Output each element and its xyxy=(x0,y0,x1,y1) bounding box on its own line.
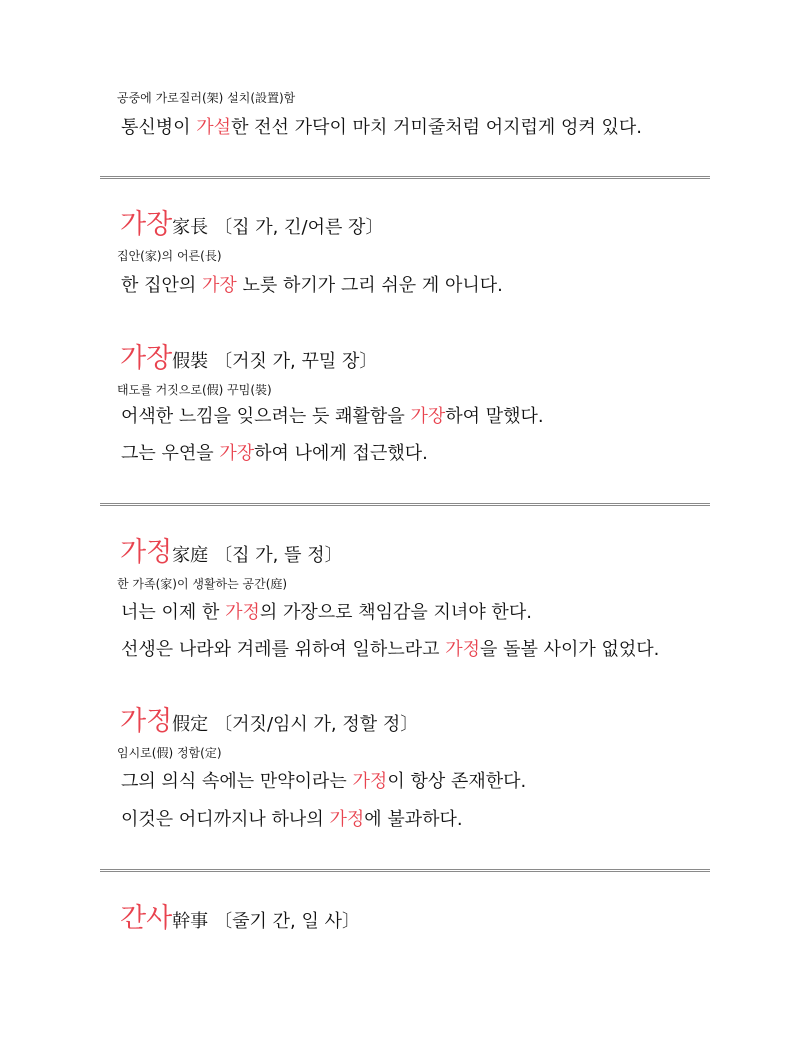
definition: 태도를 거짓으로(假) 꾸밈(裝) xyxy=(117,383,272,397)
definition: 공중에 가로질러(架) 설치(設置)함 xyxy=(117,91,296,105)
highlighted-word: 가설 xyxy=(196,117,232,138)
entry-reading: 〔집 가, 긴/어른 장〕 xyxy=(214,217,384,238)
definition: 집안(家)의 어른(長) xyxy=(117,249,222,263)
highlighted-word: 가정 xyxy=(225,602,260,623)
section-divider xyxy=(100,503,710,506)
entry-reading: 〔줄기 간, 일 사〕 xyxy=(214,911,360,932)
entry-word: 가정 xyxy=(120,706,173,737)
definition: 임시로(假) 정함(定) xyxy=(117,746,222,760)
example-sentence: 그의 의식 속에는 만약이라는 가정이 항상 존재한다. xyxy=(121,771,527,792)
example-sentence: 선생은 나라와 겨레를 위하여 일하느라고 가정을 돌볼 사이가 없었다. xyxy=(121,639,660,660)
highlighted-word: 가정 xyxy=(352,771,388,792)
entry-word: 가정 xyxy=(120,537,173,568)
entry-reading: 〔거짓/임시 가, 정할 정〕 xyxy=(214,714,419,735)
entry-heading xyxy=(120,208,383,242)
example-sentence: 너는 이제 한 가정의 가장으로 책임감을 지녀야 한다. xyxy=(121,602,532,623)
entry-hanja: 假定 xyxy=(172,714,209,735)
entry-reading: 〔집 가, 뜰 정〕 xyxy=(214,545,343,566)
entry-word: 가장 xyxy=(120,209,173,240)
example-sentence: 통신병이 가설한 전선 가닥이 마치 거미줄처럼 어지럽게 엉켜 있다. xyxy=(121,117,642,138)
highlighted-word: 가정 xyxy=(329,809,365,830)
entry-heading xyxy=(120,342,377,376)
example-sentence: 어색한 느낌을 잊으려는 듯 쾌활함을 가장하여 말했다. xyxy=(121,406,544,427)
entry-heading xyxy=(120,536,343,570)
definition: 한 가족(家)이 생활하는 공간(庭) xyxy=(117,577,288,591)
example-sentence: 이것은 어디까지나 하나의 가정에 불과하다. xyxy=(121,809,463,830)
entry-word: 가장 xyxy=(120,343,173,374)
entry-hanja: 假裝 xyxy=(172,351,209,372)
entry-hanja: 幹事 xyxy=(172,911,209,932)
highlighted-word: 가장 xyxy=(202,275,237,296)
entry-word: 간사 xyxy=(120,903,173,934)
section-divider xyxy=(100,869,710,872)
entry-hanja: 家庭 xyxy=(172,545,209,566)
example-sentence: 한 집안의 가장 노릇 하기가 그리 쉬운 게 아니다. xyxy=(121,275,503,296)
highlighted-word: 가장 xyxy=(410,406,446,427)
section-divider xyxy=(100,176,710,179)
entry-heading xyxy=(120,705,418,739)
highlighted-word: 가정 xyxy=(445,639,480,660)
entry-reading: 〔거짓 가, 꾸밀 장〕 xyxy=(214,351,378,372)
entry-heading xyxy=(120,902,360,936)
example-sentence: 그는 우연을 가장하여 나에게 접근했다. xyxy=(121,443,428,464)
highlighted-word: 가장 xyxy=(219,443,255,464)
entry-hanja: 家長 xyxy=(172,217,209,238)
